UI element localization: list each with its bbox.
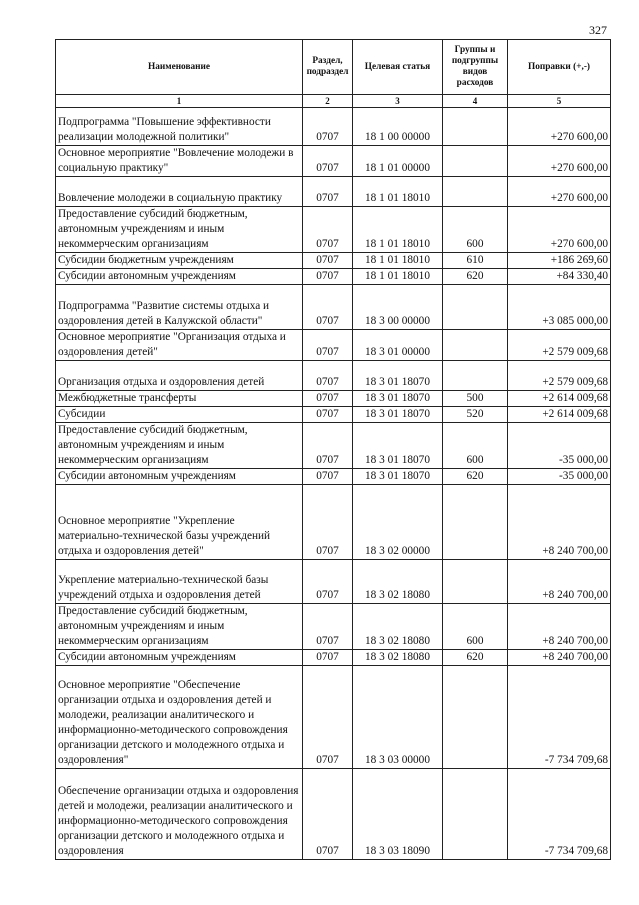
row-expense-group bbox=[443, 177, 508, 207]
row-amount: +3 085 000,00 bbox=[508, 285, 611, 330]
row-expense-group bbox=[443, 146, 508, 177]
row-target-article: 18 1 01 00000 bbox=[353, 146, 443, 177]
row-name: Подпрограмма "Развитие системы отдыха и оздоровления детей в Калужской области" bbox=[56, 285, 303, 330]
row-section: 0707 bbox=[303, 330, 353, 361]
row-name: Субсидии автономным учреждениям bbox=[56, 650, 303, 666]
row-amount: -35 000,00 bbox=[508, 423, 611, 469]
header-name: Наименование bbox=[56, 40, 303, 95]
table-row bbox=[56, 769, 611, 860]
header-section: Раздел, подраздел bbox=[303, 40, 353, 95]
row-section: 0707 bbox=[303, 391, 353, 407]
budget-table bbox=[55, 39, 611, 860]
header-target-article: Целевая статья bbox=[353, 40, 443, 95]
row-target-article: 18 3 01 18070 bbox=[353, 361, 443, 391]
table-row bbox=[56, 469, 611, 485]
row-name: Субсидии bbox=[56, 407, 303, 423]
table-row bbox=[56, 666, 611, 769]
row-amount: +84 330,40 bbox=[508, 269, 611, 285]
row-name: Организация отдыха и оздоровления детей bbox=[56, 361, 303, 391]
header-expense-group: Группы и подгруппы видов расходов bbox=[443, 40, 508, 95]
row-amount: +186 269,60 bbox=[508, 253, 611, 269]
row-expense-group bbox=[443, 285, 508, 330]
table-row bbox=[56, 253, 611, 269]
row-amount: -7 734 709,68 bbox=[508, 769, 611, 860]
row-target-article: 18 1 01 18010 bbox=[353, 207, 443, 253]
table-row bbox=[56, 407, 611, 423]
row-amount: +2 579 009,68 bbox=[508, 361, 611, 391]
table-row bbox=[56, 361, 611, 391]
row-section: 0707 bbox=[303, 177, 353, 207]
row-section: 0707 bbox=[303, 604, 353, 650]
row-target-article: 18 3 02 18080 bbox=[353, 604, 443, 650]
row-section: 0707 bbox=[303, 769, 353, 860]
row-amount: +8 240 700,00 bbox=[508, 604, 611, 650]
row-name: Основное мероприятие "Обеспечение организации отдыха и оздоровления детей и молодежи, реализации аналитического и информационно-методического сопровождения организации детского и молодежного отдыха и оздоровления" bbox=[56, 666, 303, 769]
row-section: 0707 bbox=[303, 285, 353, 330]
row-expense-group bbox=[443, 361, 508, 391]
table-row bbox=[56, 423, 611, 469]
table-row bbox=[56, 650, 611, 666]
table-row bbox=[56, 560, 611, 604]
row-target-article: 18 3 02 18080 bbox=[353, 650, 443, 666]
row-expense-group: 620 bbox=[443, 269, 508, 285]
row-target-article: 18 1 01 18010 bbox=[353, 269, 443, 285]
row-section: 0707 bbox=[303, 269, 353, 285]
row-amount: +2 614 009,68 bbox=[508, 391, 611, 407]
row-name: Субсидии автономным учреждениям bbox=[56, 469, 303, 485]
row-amount: -7 734 709,68 bbox=[508, 666, 611, 769]
row-name: Подпрограмма "Повышение эффективности реализации молодежной политики" bbox=[56, 108, 303, 146]
row-name: Укрепление материально-технической базы учреждений отдыха и оздоровления детей bbox=[56, 560, 303, 604]
table-row bbox=[56, 330, 611, 361]
row-target-article: 18 3 00 00000 bbox=[353, 285, 443, 330]
row-target-article: 18 3 03 18090 bbox=[353, 769, 443, 860]
column-number: 3 bbox=[353, 95, 443, 108]
column-number: 5 bbox=[508, 95, 611, 108]
row-amount: -35 000,00 bbox=[508, 469, 611, 485]
row-name: Межбюджетные трансферты bbox=[56, 391, 303, 407]
row-section: 0707 bbox=[303, 407, 353, 423]
table-row bbox=[56, 604, 611, 650]
row-expense-group: 520 bbox=[443, 407, 508, 423]
row-amount: +8 240 700,00 bbox=[508, 560, 611, 604]
row-target-article: 18 3 01 00000 bbox=[353, 330, 443, 361]
row-target-article: 18 1 00 00000 bbox=[353, 108, 443, 146]
header-amendments: Поправки (+,-) bbox=[508, 40, 611, 95]
row-name: Предоставление субсидий бюджетным, автономным учреждениям и иным некоммерческим организациям bbox=[56, 423, 303, 469]
row-name: Предоставление субсидий бюджетным, автономным учреждениям и иным некоммерческим организациям bbox=[56, 207, 303, 253]
row-expense-group bbox=[443, 330, 508, 361]
row-amount: +270 600,00 bbox=[508, 177, 611, 207]
row-amount: +270 600,00 bbox=[508, 108, 611, 146]
row-amount: +270 600,00 bbox=[508, 207, 611, 253]
table-body bbox=[56, 108, 611, 860]
row-expense-group bbox=[443, 108, 508, 146]
column-number: 2 bbox=[303, 95, 353, 108]
table-row bbox=[56, 391, 611, 407]
row-name: Обеспечение организации отдыха и оздоровления детей и молодежи, реализации аналитического и информационно-методического сопровождения организации детского и молодежного отдыха и оздоровления bbox=[56, 769, 303, 860]
table-row bbox=[56, 285, 611, 330]
row-name: Вовлечение молодежи в социальную практику bbox=[56, 177, 303, 207]
row-target-article: 18 3 03 00000 bbox=[353, 666, 443, 769]
column-number-row bbox=[56, 95, 611, 108]
row-name: Основное мероприятие "Укрепление материально-технической базы учреждений отдыха и оздоровления детей" bbox=[56, 485, 303, 560]
row-name: Субсидии бюджетным учреждениям bbox=[56, 253, 303, 269]
row-name: Основное мероприятие "Вовлечение молодежи в социальную практику" bbox=[56, 146, 303, 177]
row-expense-group bbox=[443, 560, 508, 604]
table-row bbox=[56, 207, 611, 253]
row-expense-group: 610 bbox=[443, 253, 508, 269]
row-section: 0707 bbox=[303, 423, 353, 469]
column-number: 4 bbox=[443, 95, 508, 108]
table-row bbox=[56, 108, 611, 146]
row-section: 0707 bbox=[303, 485, 353, 560]
row-section: 0707 bbox=[303, 253, 353, 269]
row-target-article: 18 1 01 18010 bbox=[353, 253, 443, 269]
row-expense-group: 500 bbox=[443, 391, 508, 407]
table-row bbox=[56, 146, 611, 177]
table-row bbox=[56, 177, 611, 207]
row-target-article: 18 3 02 00000 bbox=[353, 485, 443, 560]
row-expense-group: 600 bbox=[443, 207, 508, 253]
row-expense-group bbox=[443, 769, 508, 860]
row-section: 0707 bbox=[303, 469, 353, 485]
page-number: 327 bbox=[589, 23, 607, 37]
row-target-article: 18 3 01 18070 bbox=[353, 407, 443, 423]
row-section: 0707 bbox=[303, 560, 353, 604]
row-expense-group bbox=[443, 666, 508, 769]
row-amount: +8 240 700,00 bbox=[508, 650, 611, 666]
column-number: 1 bbox=[56, 95, 303, 108]
row-amount: +270 600,00 bbox=[508, 146, 611, 177]
row-target-article: 18 3 01 18070 bbox=[353, 423, 443, 469]
row-section: 0707 bbox=[303, 666, 353, 769]
row-section: 0707 bbox=[303, 108, 353, 146]
row-amount: +8 240 700,00 bbox=[508, 485, 611, 560]
row-expense-group: 600 bbox=[443, 604, 508, 650]
row-section: 0707 bbox=[303, 207, 353, 253]
row-amount: +2 614 009,68 bbox=[508, 407, 611, 423]
row-section: 0707 bbox=[303, 146, 353, 177]
table-header-row bbox=[56, 40, 611, 95]
row-name: Основное мероприятие "Организация отдыха и оздоровления детей" bbox=[56, 330, 303, 361]
row-section: 0707 bbox=[303, 650, 353, 666]
row-section: 0707 bbox=[303, 361, 353, 391]
row-target-article: 18 3 01 18070 bbox=[353, 391, 443, 407]
row-amount: +2 579 009,68 bbox=[508, 330, 611, 361]
row-expense-group: 600 bbox=[443, 423, 508, 469]
row-target-article: 18 1 01 18010 bbox=[353, 177, 443, 207]
table-row bbox=[56, 269, 611, 285]
row-expense-group: 620 bbox=[443, 469, 508, 485]
row-target-article: 18 3 01 18070 bbox=[353, 469, 443, 485]
row-name: Субсидии автономным учреждениям bbox=[56, 269, 303, 285]
row-target-article: 18 3 02 18080 bbox=[353, 560, 443, 604]
row-expense-group bbox=[443, 485, 508, 560]
table-row bbox=[56, 485, 611, 560]
row-name: Предоставление субсидий бюджетным, автономным учреждениям и иным некоммерческим организациям bbox=[56, 604, 303, 650]
row-expense-group: 620 bbox=[443, 650, 508, 666]
